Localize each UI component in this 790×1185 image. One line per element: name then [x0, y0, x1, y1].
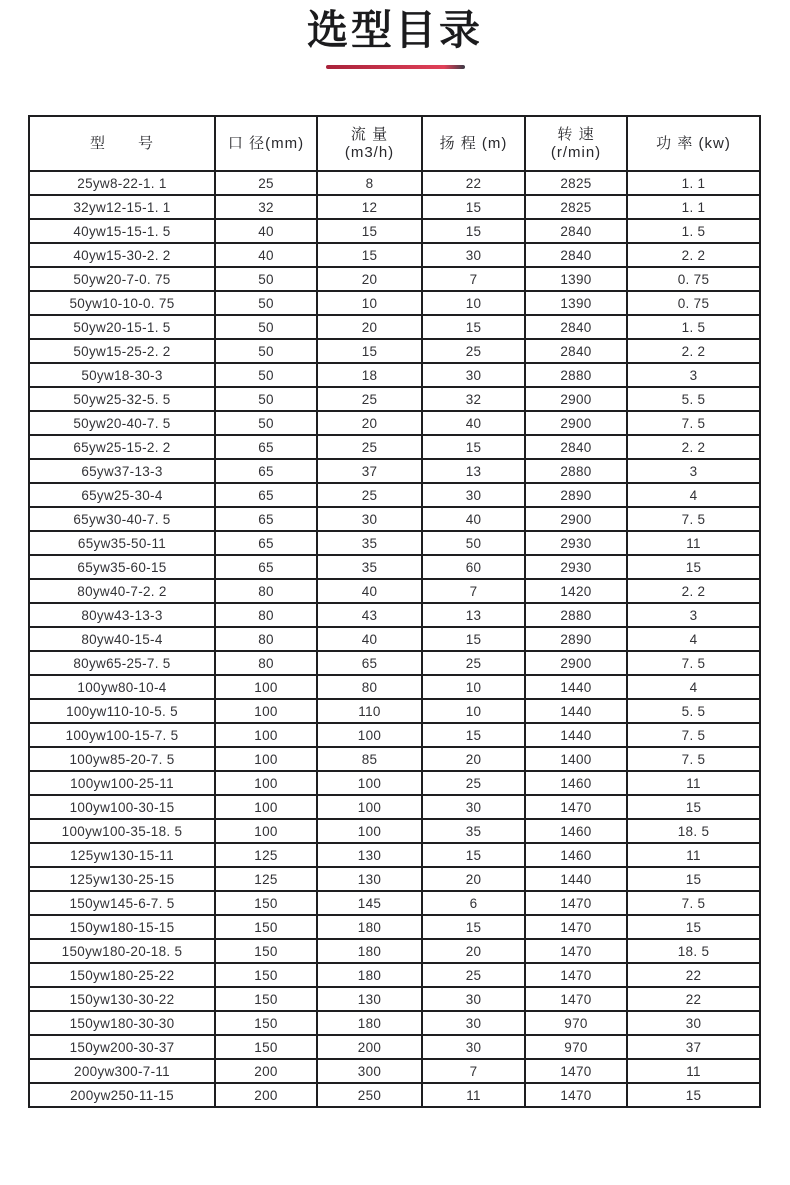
- cell-flow: 35: [317, 531, 422, 555]
- cell-flow: 25: [317, 483, 422, 507]
- cell-speed: 1440: [525, 723, 627, 747]
- cell-model: 150yw145-6-7. 5: [29, 891, 215, 915]
- cell-flow: 145: [317, 891, 422, 915]
- cell-speed: 1440: [525, 699, 627, 723]
- cell-flow: 8: [317, 171, 422, 195]
- cell-power: 18. 5: [627, 819, 760, 843]
- cell-head: 15: [422, 843, 525, 867]
- cell-head: 32: [422, 387, 525, 411]
- cell-diameter: 125: [215, 843, 317, 867]
- table-header: [29, 116, 760, 171]
- cell-model: 100yw100-25-11: [29, 771, 215, 795]
- header-diameter-label: 口 径(mm): [227, 134, 305, 152]
- cell-diameter: 50: [215, 411, 317, 435]
- cell-flow: 37: [317, 459, 422, 483]
- cell-model: 100yw100-30-15: [29, 795, 215, 819]
- cell-power: 0. 75: [627, 291, 760, 315]
- cell-power: 7. 5: [627, 507, 760, 531]
- cell-flow: 100: [317, 723, 422, 747]
- cell-flow: 15: [317, 339, 422, 363]
- selection-table: [28, 115, 761, 1108]
- cell-power: 11: [627, 531, 760, 555]
- cell-model: 65yw35-50-11: [29, 531, 215, 555]
- cell-flow: 100: [317, 819, 422, 843]
- cell-power: 15: [627, 1083, 760, 1107]
- cell-speed: 1420: [525, 579, 627, 603]
- table-row: [29, 675, 760, 699]
- cell-diameter: 80: [215, 651, 317, 675]
- cell-speed: 2840: [525, 243, 627, 267]
- title-underline: [326, 65, 465, 69]
- cell-head: 15: [422, 627, 525, 651]
- cell-model: 50yw25-32-5. 5: [29, 387, 215, 411]
- cell-speed: 1470: [525, 987, 627, 1011]
- cell-flow: 180: [317, 963, 422, 987]
- cell-head: 20: [422, 867, 525, 891]
- table-row: [29, 363, 760, 387]
- cell-head: 60: [422, 555, 525, 579]
- table-row: [29, 651, 760, 675]
- table-row: [29, 507, 760, 531]
- cell-model: 32yw12-15-1. 1: [29, 195, 215, 219]
- cell-head: 40: [422, 411, 525, 435]
- cell-flow: 250: [317, 1083, 422, 1107]
- table-row: [29, 387, 760, 411]
- cell-flow: 130: [317, 867, 422, 891]
- cell-power: 15: [627, 915, 760, 939]
- cell-flow: 20: [317, 267, 422, 291]
- cell-head: 13: [422, 459, 525, 483]
- cell-flow: 130: [317, 843, 422, 867]
- cell-speed: 1470: [525, 1059, 627, 1083]
- cell-power: 11: [627, 1059, 760, 1083]
- cell-diameter: 100: [215, 699, 317, 723]
- cell-flow: 200: [317, 1035, 422, 1059]
- cell-power: 11: [627, 771, 760, 795]
- cell-speed: 1440: [525, 867, 627, 891]
- cell-model: 65yw37-13-3: [29, 459, 215, 483]
- cell-head: 15: [422, 219, 525, 243]
- cell-head: 30: [422, 1011, 525, 1035]
- cell-model: 125yw130-25-15: [29, 867, 215, 891]
- cell-power: 2. 2: [627, 339, 760, 363]
- cell-head: 30: [422, 795, 525, 819]
- header-diameter: [215, 116, 317, 171]
- cell-diameter: 50: [215, 339, 317, 363]
- table-row: [29, 603, 760, 627]
- cell-flow: 35: [317, 555, 422, 579]
- cell-speed: 1440: [525, 675, 627, 699]
- cell-speed: 2825: [525, 171, 627, 195]
- table-row: [29, 819, 760, 843]
- cell-flow: 180: [317, 915, 422, 939]
- cell-head: 25: [422, 771, 525, 795]
- table-row: [29, 555, 760, 579]
- cell-head: 6: [422, 891, 525, 915]
- cell-power: 1. 1: [627, 195, 760, 219]
- cell-power: 11: [627, 843, 760, 867]
- cell-power: 7. 5: [627, 723, 760, 747]
- table-row: [29, 891, 760, 915]
- cell-diameter: 200: [215, 1083, 317, 1107]
- cell-diameter: 150: [215, 939, 317, 963]
- table-row: [29, 915, 760, 939]
- cell-flow: 85: [317, 747, 422, 771]
- cell-head: 22: [422, 171, 525, 195]
- cell-head: 7: [422, 579, 525, 603]
- cell-diameter: 65: [215, 507, 317, 531]
- cell-head: 15: [422, 723, 525, 747]
- cell-speed: 2880: [525, 603, 627, 627]
- cell-power: 3: [627, 459, 760, 483]
- cell-speed: 1460: [525, 819, 627, 843]
- cell-power: 7. 5: [627, 747, 760, 771]
- table-row: [29, 963, 760, 987]
- table-row: [29, 483, 760, 507]
- cell-power: 7. 5: [627, 411, 760, 435]
- cell-diameter: 65: [215, 459, 317, 483]
- cell-speed: 2840: [525, 315, 627, 339]
- table-row: [29, 1035, 760, 1059]
- cell-flow: 25: [317, 387, 422, 411]
- cell-model: 50yw10-10-0. 75: [29, 291, 215, 315]
- table-row: [29, 1083, 760, 1107]
- cell-diameter: 150: [215, 1011, 317, 1035]
- cell-diameter: 65: [215, 435, 317, 459]
- table-body: [29, 171, 760, 1107]
- header-head-label: 扬 程 (m): [439, 134, 508, 152]
- cell-speed: 1470: [525, 939, 627, 963]
- cell-flow: 180: [317, 1011, 422, 1035]
- cell-speed: 970: [525, 1035, 627, 1059]
- table-row: [29, 723, 760, 747]
- page-title: 选型目录: [307, 7, 483, 53]
- cell-power: 22: [627, 963, 760, 987]
- cell-model: 125yw130-15-11: [29, 843, 215, 867]
- cell-head: 30: [422, 363, 525, 387]
- cell-model: 40yw15-30-2. 2: [29, 243, 215, 267]
- cell-model: 150yw200-30-37: [29, 1035, 215, 1059]
- cell-model: 100yw85-20-7. 5: [29, 747, 215, 771]
- cell-diameter: 100: [215, 747, 317, 771]
- cell-flow: 12: [317, 195, 422, 219]
- cell-model: 50yw15-25-2. 2: [29, 339, 215, 363]
- cell-head: 15: [422, 315, 525, 339]
- cell-head: 10: [422, 291, 525, 315]
- table-row: [29, 171, 760, 195]
- table-row: [29, 435, 760, 459]
- cell-power: 4: [627, 675, 760, 699]
- cell-model: 40yw15-15-1. 5: [29, 219, 215, 243]
- table-row: [29, 579, 760, 603]
- table-row: [29, 219, 760, 243]
- cell-diameter: 100: [215, 771, 317, 795]
- cell-speed: 1470: [525, 963, 627, 987]
- cell-model: 150yw180-30-30: [29, 1011, 215, 1035]
- cell-model: 65yw35-60-15: [29, 555, 215, 579]
- cell-diameter: 150: [215, 987, 317, 1011]
- cell-diameter: 32: [215, 195, 317, 219]
- cell-power: 18. 5: [627, 939, 760, 963]
- cell-flow: 180: [317, 939, 422, 963]
- cell-model: 100yw80-10-4: [29, 675, 215, 699]
- cell-diameter: 65: [215, 483, 317, 507]
- table-row: [29, 195, 760, 219]
- cell-flow: 20: [317, 411, 422, 435]
- cell-head: 15: [422, 915, 525, 939]
- cell-power: 37: [627, 1035, 760, 1059]
- cell-head: 40: [422, 507, 525, 531]
- cell-diameter: 200: [215, 1059, 317, 1083]
- cell-head: 7: [422, 267, 525, 291]
- table-row: [29, 795, 760, 819]
- header-model: [29, 116, 215, 171]
- table-row: [29, 699, 760, 723]
- cell-speed: 1470: [525, 915, 627, 939]
- cell-head: 30: [422, 987, 525, 1011]
- cell-diameter: 40: [215, 243, 317, 267]
- table-row: [29, 843, 760, 867]
- cell-flow: 10: [317, 291, 422, 315]
- cell-speed: 970: [525, 1011, 627, 1035]
- cell-model: 50yw20-7-0. 75: [29, 267, 215, 291]
- cell-head: 15: [422, 195, 525, 219]
- cell-model: 150yw130-30-22: [29, 987, 215, 1011]
- cell-diameter: 50: [215, 387, 317, 411]
- cell-head: 25: [422, 339, 525, 363]
- cell-diameter: 100: [215, 723, 317, 747]
- cell-power: 30: [627, 1011, 760, 1035]
- cell-flow: 65: [317, 651, 422, 675]
- cell-model: 100yw100-35-18. 5: [29, 819, 215, 843]
- cell-power: 5. 5: [627, 387, 760, 411]
- cell-head: 30: [422, 483, 525, 507]
- cell-model: 150yw180-15-15: [29, 915, 215, 939]
- header-row: [29, 116, 760, 171]
- cell-speed: 1470: [525, 795, 627, 819]
- cell-head: 25: [422, 963, 525, 987]
- cell-speed: 2890: [525, 627, 627, 651]
- header-model-label: 型 号: [89, 134, 154, 152]
- cell-flow: 80: [317, 675, 422, 699]
- cell-head: 15: [422, 435, 525, 459]
- cell-power: 1. 5: [627, 219, 760, 243]
- cell-diameter: 50: [215, 315, 317, 339]
- cell-diameter: 40: [215, 219, 317, 243]
- cell-diameter: 65: [215, 531, 317, 555]
- cell-flow: 100: [317, 771, 422, 795]
- cell-model: 100yw100-15-7. 5: [29, 723, 215, 747]
- cell-model: 80yw40-15-4: [29, 627, 215, 651]
- cell-model: 65yw30-40-7. 5: [29, 507, 215, 531]
- cell-power: 15: [627, 795, 760, 819]
- cell-diameter: 150: [215, 963, 317, 987]
- table-row: [29, 771, 760, 795]
- cell-speed: 1390: [525, 267, 627, 291]
- cell-head: 20: [422, 939, 525, 963]
- cell-power: 2. 2: [627, 243, 760, 267]
- cell-head: 50: [422, 531, 525, 555]
- cell-power: 15: [627, 555, 760, 579]
- cell-flow: 300: [317, 1059, 422, 1083]
- cell-power: 1. 5: [627, 315, 760, 339]
- cell-diameter: 150: [215, 1035, 317, 1059]
- table-row: [29, 939, 760, 963]
- cell-speed: 2930: [525, 555, 627, 579]
- cell-diameter: 80: [215, 603, 317, 627]
- cell-model: 50yw20-15-1. 5: [29, 315, 215, 339]
- cell-power: 3: [627, 363, 760, 387]
- cell-model: 50yw20-40-7. 5: [29, 411, 215, 435]
- cell-flow: 25: [317, 435, 422, 459]
- cell-power: 15: [627, 867, 760, 891]
- cell-head: 30: [422, 1035, 525, 1059]
- cell-diameter: 50: [215, 291, 317, 315]
- cell-diameter: 150: [215, 891, 317, 915]
- cell-speed: 2840: [525, 435, 627, 459]
- cell-power: 1. 1: [627, 171, 760, 195]
- cell-flow: 130: [317, 987, 422, 1011]
- cell-speed: 2840: [525, 219, 627, 243]
- table-row: [29, 1011, 760, 1035]
- cell-head: 25: [422, 651, 525, 675]
- cell-model: 200yw250-11-15: [29, 1083, 215, 1107]
- cell-flow: 40: [317, 579, 422, 603]
- cell-flow: 15: [317, 219, 422, 243]
- cell-speed: 1390: [525, 291, 627, 315]
- cell-power: 2. 2: [627, 435, 760, 459]
- cell-diameter: 50: [215, 267, 317, 291]
- table-row: [29, 747, 760, 771]
- table-row: [29, 627, 760, 651]
- table-row: [29, 291, 760, 315]
- cell-model: 50yw18-30-3: [29, 363, 215, 387]
- cell-model: 150yw180-25-22: [29, 963, 215, 987]
- header-speed: [525, 116, 627, 171]
- cell-head: 7: [422, 1059, 525, 1083]
- cell-power: 7. 5: [627, 891, 760, 915]
- cell-speed: 2900: [525, 507, 627, 531]
- cell-head: 10: [422, 675, 525, 699]
- cell-diameter: 50: [215, 363, 317, 387]
- cell-flow: 15: [317, 243, 422, 267]
- cell-model: 80yw43-13-3: [29, 603, 215, 627]
- table-row: [29, 339, 760, 363]
- header-power-label: 功 率 (kw): [656, 134, 731, 152]
- cell-power: 2. 2: [627, 579, 760, 603]
- cell-head: 35: [422, 819, 525, 843]
- header-head: [422, 116, 525, 171]
- cell-model: 65yw25-30-4: [29, 483, 215, 507]
- table-row: [29, 1059, 760, 1083]
- cell-diameter: 150: [215, 915, 317, 939]
- cell-speed: 2930: [525, 531, 627, 555]
- cell-speed: 1400: [525, 747, 627, 771]
- cell-speed: 2900: [525, 411, 627, 435]
- cell-speed: 1470: [525, 891, 627, 915]
- cell-power: 0. 75: [627, 267, 760, 291]
- table-row: [29, 459, 760, 483]
- cell-diameter: 125: [215, 867, 317, 891]
- cell-flow: 18: [317, 363, 422, 387]
- cell-speed: 2880: [525, 363, 627, 387]
- table-row: [29, 987, 760, 1011]
- cell-speed: 2825: [525, 195, 627, 219]
- cell-power: 4: [627, 483, 760, 507]
- cell-model: 200yw300-7-11: [29, 1059, 215, 1083]
- table-row: [29, 267, 760, 291]
- cell-model: 80yw65-25-7. 5: [29, 651, 215, 675]
- header-flow: [317, 116, 422, 171]
- cell-diameter: 80: [215, 627, 317, 651]
- cell-speed: 1460: [525, 771, 627, 795]
- cell-head: 11: [422, 1083, 525, 1107]
- cell-head: 30: [422, 243, 525, 267]
- cell-speed: 2840: [525, 339, 627, 363]
- header-power: [627, 116, 760, 171]
- header-flow-unit: (m3/h): [344, 143, 395, 161]
- cell-power: 7. 5: [627, 651, 760, 675]
- cell-diameter: 100: [215, 795, 317, 819]
- cell-flow: 110: [317, 699, 422, 723]
- cell-speed: 2890: [525, 483, 627, 507]
- header-flow-label: 流 量: [350, 125, 389, 143]
- cell-model: 100yw110-10-5. 5: [29, 699, 215, 723]
- header-speed-label: 转 速: [557, 125, 595, 143]
- cell-model: 65yw25-15-2. 2: [29, 435, 215, 459]
- cell-diameter: 100: [215, 675, 317, 699]
- table-row: [29, 411, 760, 435]
- cell-flow: 100: [317, 795, 422, 819]
- cell-power: 4: [627, 627, 760, 651]
- cell-diameter: 25: [215, 171, 317, 195]
- cell-head: 13: [422, 603, 525, 627]
- cell-speed: 2900: [525, 651, 627, 675]
- cell-power: 22: [627, 987, 760, 1011]
- table-row: [29, 531, 760, 555]
- cell-head: 10: [422, 699, 525, 723]
- cell-flow: 40: [317, 627, 422, 651]
- table-row: [29, 315, 760, 339]
- cell-speed: 2880: [525, 459, 627, 483]
- cell-power: 3: [627, 603, 760, 627]
- cell-model: 150yw180-20-18. 5: [29, 939, 215, 963]
- cell-diameter: 80: [215, 579, 317, 603]
- table-row: [29, 867, 760, 891]
- cell-flow: 43: [317, 603, 422, 627]
- cell-speed: 1470: [525, 1083, 627, 1107]
- cell-flow: 20: [317, 315, 422, 339]
- cell-model: 80yw40-7-2. 2: [29, 579, 215, 603]
- table-row: [29, 243, 760, 267]
- cell-speed: 1460: [525, 843, 627, 867]
- header-speed-unit: (r/min): [550, 143, 602, 161]
- cell-power: 5. 5: [627, 699, 760, 723]
- cell-flow: 30: [317, 507, 422, 531]
- cell-model: 25yw8-22-1. 1: [29, 171, 215, 195]
- cell-head: 20: [422, 747, 525, 771]
- cell-diameter: 100: [215, 819, 317, 843]
- cell-diameter: 65: [215, 555, 317, 579]
- cell-speed: 2900: [525, 387, 627, 411]
